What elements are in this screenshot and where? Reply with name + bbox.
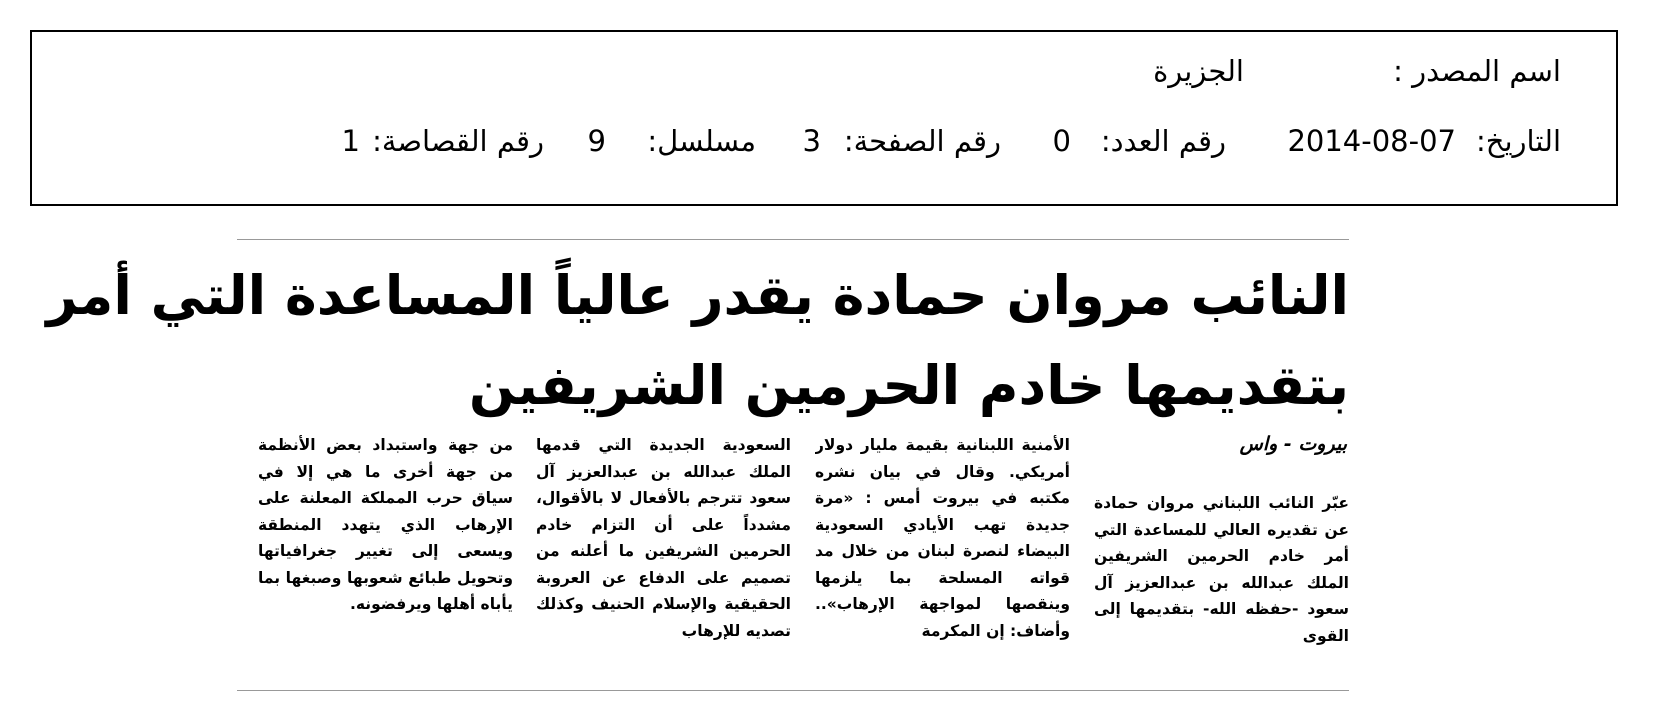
- article-column-3: السعودية الجديدة التي قدمها الملك عبدالله بن عبدالعزيز آل سعود تترجم بالأفعال لا بالأقوال، مشدداً على أن التزام خادم الحرمين الشريفين ما أعلنه من تصميم على الدفاع عن العروبة الحقيقية والإسلام الحنيف وكذلك تصديه للإرهاب: [536, 436, 791, 640]
- page-value: 3: [802, 124, 821, 158]
- top-rule: [237, 239, 1349, 240]
- clip-label: رقم القصاصة:: [372, 124, 544, 158]
- headline-line-1: النائب مروان حمادة يقدر عالياً المساعدة التي أمر: [46, 264, 1349, 327]
- bottom-rule: [237, 690, 1349, 691]
- page-label: رقم الصفحة:: [843, 124, 1001, 158]
- serial-label: مسلسل:: [647, 124, 756, 158]
- article-column-4: من جهة واستبداد بعض الأنظمة من جهة أخرى ما هي إلا في سياق حرب المملكة المعلنة على الإرهاب الذي يتهدد المنطقة ويسعى إلى تغيير جغرافياتها وتحويل طبائع شعوبها وصبغها بما يأباه أهلها ويرفضونه.: [258, 436, 513, 613]
- article-column-1: عبّر النائب اللبناني مروان حمادة عن تقديره العالي للمساعدة التي أمر خادم الحرمين الشريفين الملك عبدالله بن عبدالعزيز آل سعود -حفظه الله- بتقديمها إلى القوى: [1094, 494, 1349, 645]
- source-value: الجزيرة: [1153, 54, 1244, 88]
- headline-line-2: بتقديمها خادم الحرمين الشريفين: [468, 354, 1349, 417]
- clip-value: 1: [341, 124, 360, 158]
- article-column-2: الأمنية اللبنانية بقيمة مليار دولار أمريكي. وقال في بيان نشره مكتبه في بيروت أمس : «مرة جديدة تهب الأيادي السعودية البيضاء لنصرة لبنان من خلال مد قواته المسلحة بما يلزمها وينقصها لمواجهة الإرهاب».. وأضاف: إن المكرمة: [815, 436, 1070, 640]
- date-value: 2014-08-07: [1287, 124, 1456, 158]
- issue-label: رقم العدد:: [1100, 124, 1226, 158]
- byline: بيروت - واس: [1239, 433, 1347, 455]
- serial-value: 9: [587, 124, 606, 158]
- date-label: التاريخ:: [1475, 124, 1561, 158]
- source-label: اسم المصدر :: [1393, 54, 1561, 88]
- issue-value: 0: [1052, 124, 1071, 158]
- source-info-box: [30, 30, 1618, 206]
